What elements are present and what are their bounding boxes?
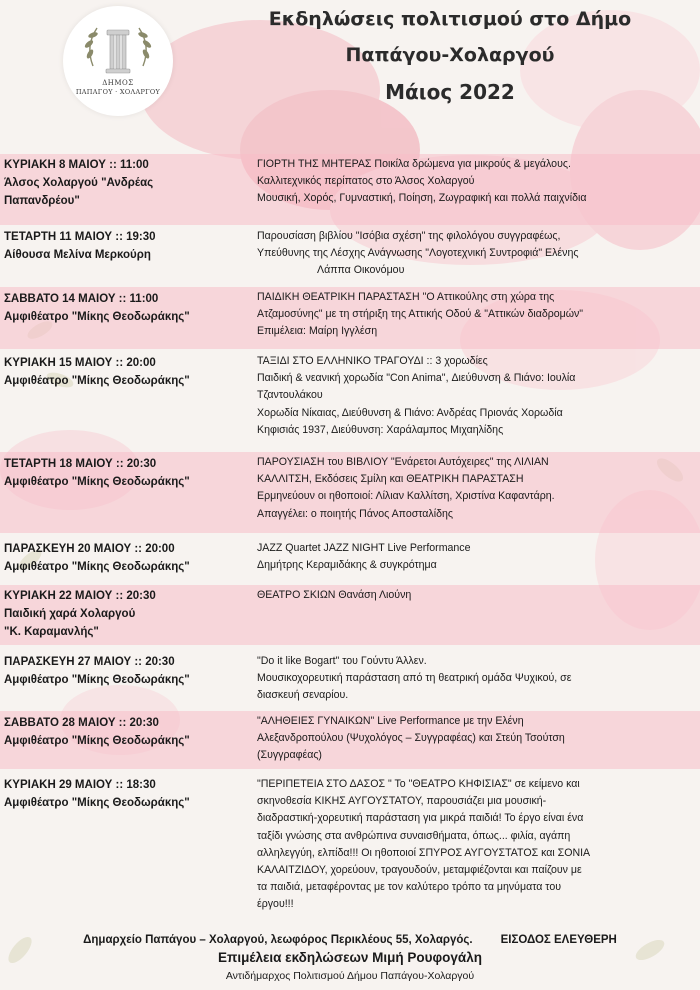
- event-desc-line: ΚΑΛΛΙΤΣΗ, Εκδόσεις Σμίλη και ΘΕΑΤΡΙΚΗ ΠΑΡΑΣΤΑΣΗ: [257, 473, 524, 486]
- event-desc-line: Παρουσίαση βιβλίου "Ισόβια σχέση" της φιλολόγου συγγραφέως,: [257, 230, 561, 242]
- event-desc-line: Απαγγέλει: ο ποιητής Πάνος Αποσταλίδης: [257, 507, 453, 520]
- event-desc-line: διαδραστική-χορευτική παράσταση για μικρά παιδιά! Το έργο είναι ένα: [257, 812, 584, 825]
- event-description: [257, 156, 689, 208]
- event-description: [257, 540, 689, 574]
- event-place: Παπανδρέου": [4, 195, 80, 207]
- event-desc-line: Ερμηνεύουν οι ηθοποιοί: Λίλιαν Καλλίτση, Χριστίνα Καφαντάρη.: [257, 490, 555, 503]
- event-row: [0, 351, 700, 446]
- event-place: "Κ. Καραμανλής": [4, 626, 99, 638]
- event-date: ΚΥΡΙΑΚΗ 22 ΜΑΙΟΥ :: 20:30: [4, 590, 156, 602]
- event-date: ΠΑΡΑΣΚΕΥΗ 27 ΜΑΙΟΥ :: 20:30: [4, 656, 175, 668]
- event-when-where: [4, 776, 244, 812]
- event-desc-line: Καλλιτεχνικός περίπατος στο Άλσος Χολαργού: [257, 175, 475, 188]
- logo-caption-1: ΔΗΜΟΣ: [102, 79, 134, 87]
- page-title-line-2: Παπάγου-Χολαργού: [345, 44, 555, 66]
- event-desc-line: έργου!!!: [257, 898, 294, 911]
- event-desc-line: Δημήτρης Κεραμιδάκης & συγκρότημα: [257, 559, 437, 572]
- event-desc-line: Υπεύθυνης της Λέσχης Ανάγνωσης "Λογοτεχνική Συντροφιά" Ελένης: [257, 247, 579, 260]
- event-desc-line: Χορωδία Νίκαιας, Διεύθυνση & Πιάνο: Ανδρέας Πριονάς Χορωδία: [257, 406, 563, 419]
- event-row: [0, 154, 700, 225]
- event-when-where: [4, 653, 244, 689]
- event-desc-line: ΤΑΞΙΔΙ ΣΤΟ ΕΛΛΗΝΙΚΟ ΤΡΑΓΟΥΔΙ :: 3 χορωδίες: [257, 355, 488, 367]
- event-date: ΣΑΒΒΑΤΟ 28 ΜΑΙΟΥ :: 20:30: [4, 717, 159, 729]
- event-desc-line: αλληλεγγύη, ελπίδα!!! Οι ηθοποιοί ΣΠΥΡΟΣ ΑΥΓΟΥΣΤΑΤΟΣ και ΣΟΝΙΑ: [257, 846, 591, 859]
- event-desc-line: ταξίδι γνώσης στα ανθρώπινα συναισθήματα, όπως... φιλία, αγάπη: [257, 829, 571, 842]
- event-date: ΤΕΤΑΡΤΗ 11 ΜΑΙΟΥ :: 19:30: [4, 231, 156, 243]
- footer-address-line: [0, 934, 700, 946]
- event-date: ΚΥΡΙΑΚΗ 8 ΜΑΙΟΥ :: 11:00: [4, 159, 149, 171]
- event-when-where: [4, 714, 244, 750]
- footer-address: Δημαρχείο Παπάγου – Χολαργού, λεωφόρος Περικλέους 55, Χολαργός.: [83, 934, 473, 946]
- event-description: [257, 353, 689, 439]
- event-desc-line: ΘΕΑΤΡΟ ΣΚΙΩΝ Θανάση Λιούνη: [257, 589, 412, 601]
- event-place: Άλσος Χολαργού "Ανδρέας: [4, 177, 154, 189]
- event-date: ΚΥΡΙΑΚΗ 15 ΜΑΙΟΥ :: 20:00: [4, 357, 156, 369]
- event-description: [257, 228, 689, 280]
- event-when-where: [4, 587, 244, 641]
- event-desc-line: "ΑΛΗΘΕΙΕΣ ΓΥΝΑΙΚΩΝ" Live Performance με την Ελένη: [257, 715, 524, 727]
- event-place: Αμφιθέατρο "Μίκης Θεοδωράκης": [4, 674, 190, 686]
- event-row: [0, 651, 700, 709]
- event-desc-line: Ατζαμοσύνης" με τη στήριξη της Αττικής Οδού & "Αττικών διαδρομών": [257, 308, 584, 321]
- event-desc-line: ΚΑΛΑΙΤΖΙΔΟΥ, χορεύουν, τραγουδούν, μεταμφιέζονται και παίζουν με: [257, 864, 582, 877]
- event-desc-line: ΠΑΡΟΥΣΙΑΣΗ του ΒΙΒΛΙΟΥ "Ενάρετοι Αυτόχειρες" της ΛΙΛΙΑΝ: [257, 456, 549, 468]
- laurel-column-emblem: [63, 6, 173, 116]
- event-description: [257, 653, 689, 705]
- event-when-where: [4, 156, 244, 210]
- event-desc-line: (Συγγραφέας): [257, 749, 322, 762]
- footer-curator-role: Αντιδήμαρχος Πολιτισμού Δήμου Παπάγου-Χολαργού: [225, 970, 475, 982]
- event-place: Αίθουσα Μελίνα Μερκούρη: [4, 249, 151, 261]
- event-when-where: [4, 290, 244, 326]
- event-desc-line: Αλεξανδροπούλου (Ψυχολόγος – Συγγραφέας) και Στεύη Τσούτση: [257, 732, 565, 745]
- municipality-logo: [63, 6, 173, 116]
- event-row: [0, 774, 700, 922]
- event-place: Παιδική χαρά Χολαργού: [4, 608, 136, 620]
- event-desc-line: Λάππα Οικονόμου: [317, 264, 405, 277]
- event-place: Αμφιθέατρο "Μίκης Θεοδωράκης": [4, 311, 190, 323]
- event-row: [0, 538, 700, 582]
- event-description: [257, 289, 689, 341]
- logo-caption-2: ΠΑΠΑΓΟΥ · ΧΟΛΑΡΓΟΥ: [75, 88, 161, 96]
- event-desc-line: Τζαντουλάκου: [257, 389, 323, 402]
- page-title-line-3: Μάιος 2022: [385, 80, 515, 104]
- event-desc-line: "Do it like Bogart" του Γούντυ Άλλεν.: [257, 655, 427, 667]
- event-date: ΣΑΒΒΑΤΟ 14 ΜΑΙΟΥ :: 11:00: [4, 293, 159, 305]
- event-description: [257, 776, 689, 914]
- event-desc-line: ΠΑΙΔΙΚΗ ΘΕΑΤΡΙΚΗ ΠΑΡΑΣΤΑΣΗ "Ο Αττικούλης στη χώρα της: [257, 291, 555, 303]
- event-desc-line: Μουσικοχορευτική παράσταση από τη θεατρική ομάδα Ψυχικού, σε: [257, 672, 572, 685]
- event-desc-line: Κηφισιάς 1937, Διεύθυνση: Χαράλαμπος Μιχαηλίδης: [257, 423, 504, 436]
- event-desc-line: σκηνοθεσία ΚΙΚΗΣ ΑΥΓΟΥΣΤΑΤΟΥ, παρουσιάζει μια μουσική-: [257, 795, 547, 808]
- event-when-where: [4, 455, 244, 491]
- event-description: [257, 454, 689, 523]
- event-row: [0, 287, 700, 349]
- event-when-where: [4, 540, 244, 576]
- event-desc-line: Μουσική, Χορός, Γυμναστική, Ποίηση, Ζωγραφική και πολλά παιχνίδια: [257, 192, 587, 205]
- event-place: Αμφιθέατρο "Μίκης Θεοδωράκης": [4, 797, 190, 809]
- event-date: ΚΥΡΙΑΚΗ 29 ΜΑΙΟΥ :: 18:30: [4, 779, 156, 791]
- event-date: ΠΑΡΑΣΚΕΥΗ 20 ΜΑΙΟΥ :: 20:00: [4, 543, 175, 555]
- event-when-where: [4, 354, 244, 390]
- event-desc-line: ΓΙΟΡΤΗ ΤΗΣ ΜΗΤΕΡΑΣ Ποικίλα δρώμενα για μικρούς & μεγάλους.: [257, 158, 571, 170]
- event-place: Αμφιθέατρο "Μίκης Θεοδωράκης": [4, 561, 190, 573]
- event-place: Αμφιθέατρο "Μίκης Θεοδωράκης": [4, 375, 190, 387]
- footer-curator: Επιμέλεια εκδηλώσεων Μιμή Ρουφογάλη: [218, 950, 482, 965]
- event-row: [0, 711, 700, 769]
- event-desc-line: διασκευή σεναρίου.: [257, 689, 349, 702]
- event-description: [257, 713, 689, 765]
- event-description: [257, 587, 689, 604]
- event-place: Αμφιθέατρο "Μίκης Θεοδωράκης": [4, 735, 190, 747]
- event-desc-line: τα παιδιά, μεταφέροντας με τον καλύτερο τρόπο τα μηνύματα του: [257, 881, 562, 894]
- event-place: Αμφιθέατρο "Μίκης Θεοδωράκης": [4, 476, 190, 488]
- event-when-where: [4, 228, 244, 264]
- page-title-line-1: Εκδηλώσεις πολιτισμού στο Δήμο: [268, 8, 632, 30]
- footer-admission: ΕΙΣΟΔΟΣ ΕΛΕΥΘΕΡΗ: [500, 934, 617, 946]
- event-desc-line: JAZZ Quartet JAZZ NIGHT Live Performance: [257, 542, 471, 554]
- event-desc-line: Επιμέλεια: Μαίρη Ιγγλέση: [257, 325, 378, 338]
- event-desc-line: "ΠΕΡΙΠΕΤΕΙΑ ΣΤΟ ΔΑΣΟΣ " Το "ΘΕΑΤΡΟ ΚΗΦΙΣΙΑΣ" σε κείμενο και: [257, 778, 580, 790]
- event-date: ΤΕΤΑΡΤΗ 18 ΜΑΙΟΥ :: 20:30: [4, 458, 157, 470]
- event-row: [0, 585, 700, 645]
- event-row: [0, 226, 700, 284]
- event-desc-line: Παιδική & νεανική χορωδία "Con Anima", Διεύθυνση & Πιάνο: Ιουλία: [257, 372, 576, 385]
- event-row: [0, 452, 700, 533]
